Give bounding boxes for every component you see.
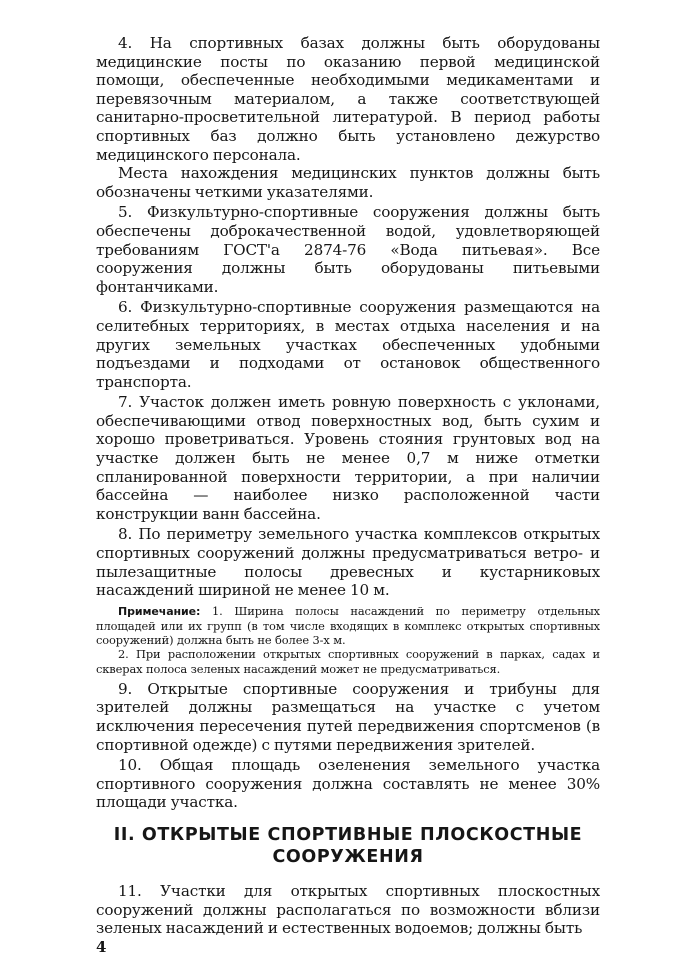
paragraph-7: 7. Участок должен иметь ровную поверхность с уклонами, обеспечивающими отвод поверхностных вод, быть сухим и хорошо проветриваться. Уровень стояния грунтовых вод на участке должен быть не менее 0,7 м ниже отметки спланированной поверхности территории, а при наличии бассейна — наиболее низко расположенной части конструкции ванн бассейна. bbox=[96, 393, 600, 523]
note-item-2: 2. При расположении открытых спортивных сооружений в парках, садах и скверах полоса зеленых насаждений может не предусматриваться. bbox=[96, 647, 600, 676]
paragraph-9: 9. Открытые спортивные сооружения и трибуны для зрителей должны размещаться на участке с учетом исключения пересечения путей передвижения спортсменов (в спортивной одежде) с путями передвижения зрителей. bbox=[96, 679, 600, 754]
paragraph-11: 11. Участки для открытых спортивных плоскостных сооружений должны располагаться по возможности вблизи зеленых насаждений и естественных водоемов; должны быть bbox=[96, 881, 600, 938]
note-item-1 bbox=[96, 604, 600, 648]
document-page bbox=[96, 34, 600, 956]
note-item-1-text: 1. Ширина полосы насаждений по периметру отдельных площадей или их групп (в том числе входящих в комплекс открытых спортивных сооружений) должна быть не более 3-х м. bbox=[96, 603, 600, 648]
paragraph-10: 10. Общая площадь озеленения земельного участка спортивного сооружения должна составлять не менее 30% площади участка. bbox=[96, 756, 600, 812]
paragraph-6: 6. Физкультурно-спортивные сооружения размещаются на селитебных территориях, в местах отдыха населения и на других земельных участках обеспеченных удобными подъездами и подходами от остановок общественного транспорта. bbox=[96, 298, 600, 391]
section-heading: II. ОТКРЫТЫЕ СПОРТИВНЫЕ ПЛОСКОСТНЫЕ СООРУЖЕНИЯ bbox=[113, 824, 583, 867]
paragraph-5: 5. Физкультурно-спортивные сооружения должны быть обеспечены доброкачественной водой, удовлетворяющей требованиям ГОСТ'а 2874-76 «Вода питьевая». Все сооружения должны быть оборудованы питьевыми фонтанчиками. bbox=[96, 203, 600, 296]
paragraph-4-continued: Места нахождения медицинских пунктов должны быть обозначены четкими указателями. bbox=[96, 164, 600, 201]
page-number: 4 bbox=[96, 937, 107, 956]
note-label: Примечание: bbox=[118, 604, 201, 618]
paragraph-8: 8. По периметру земельного участка комплексов открытых спортивных сооружений должны предусматриваться ветро- и пылезащитные полосы древесных и кустарниковых насаждений шириной не менее 10 м. bbox=[96, 525, 600, 600]
paragraph-4: 4. На спортивных базах должны быть оборудованы медицинские посты по оказанию первой медицинской помощи, обеспеченные необходимыми медикаментами и перевязочным материалом, а также соответствующей санитарно-просветительной литературой. В период работы спортивных баз должно быть установлено дежурство медицинского персонала. bbox=[96, 34, 600, 164]
